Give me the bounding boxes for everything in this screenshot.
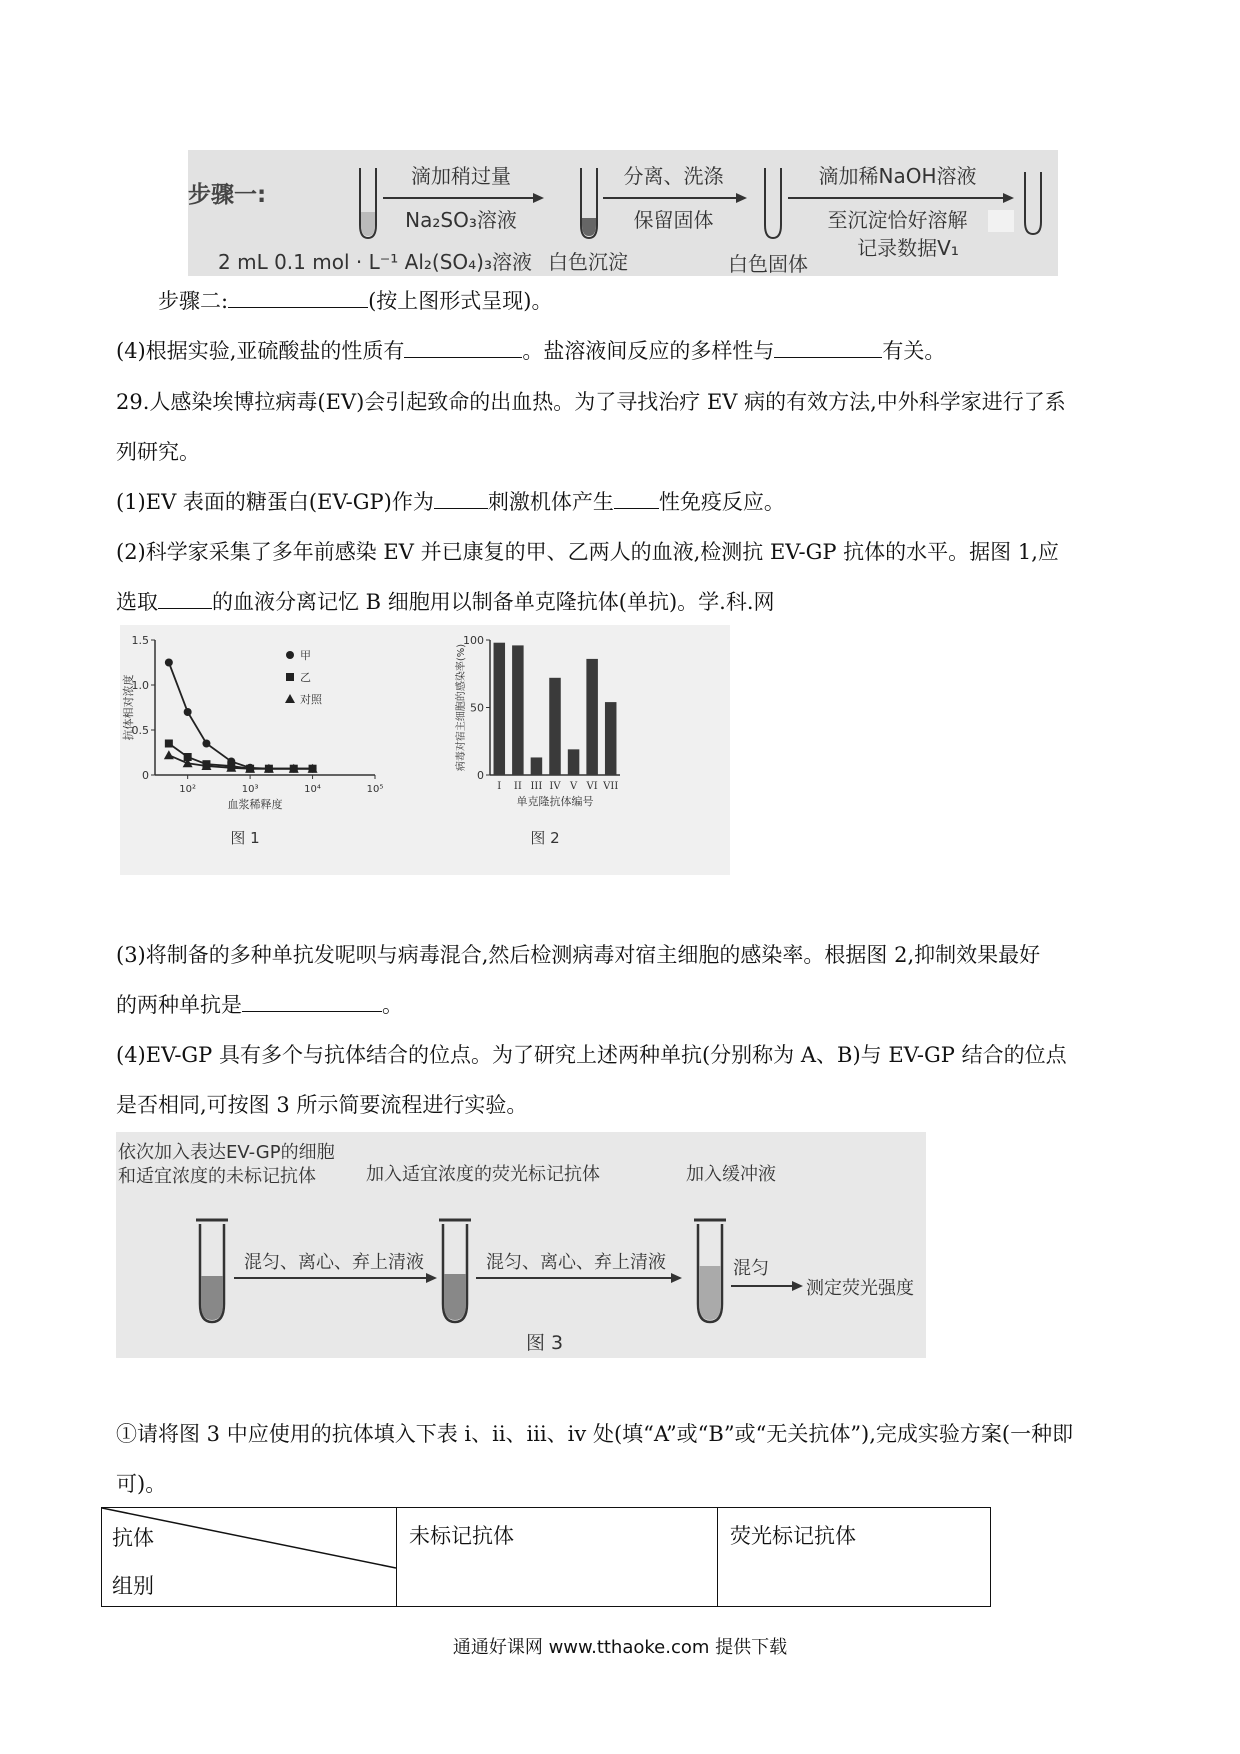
step2-prefix: 步骤二:	[158, 289, 229, 313]
fig2-y-axis-label: 病毒对宿主细胞的感染率(%)	[456, 643, 467, 772]
q2-text-b: 的血液分离记忆 B 细胞用以制备单克隆抗体(单抗)。学.科.网	[212, 590, 775, 614]
q2-blank[interactable]	[158, 588, 212, 609]
fig1-chart	[120, 625, 450, 875]
tube3-caption: 白色固体	[728, 252, 808, 276]
fig2-bar	[568, 749, 580, 775]
fig1-x-tick-label: 10²	[179, 784, 197, 795]
fig1-x-axis-label: 血浆稀释度	[227, 798, 283, 811]
fig2-bar	[549, 678, 561, 775]
fig2-bar	[494, 643, 506, 775]
fig1-y-tick-label: 1.5	[131, 634, 149, 647]
arrow1-bottom-text: Na₂SO₃溶液	[405, 208, 517, 232]
fig3-result-text: 测定荧光强度	[806, 1278, 914, 1299]
table-diag-bottom: 组别	[112, 1574, 154, 1598]
fig1-x-tick-label: 10⁴	[304, 784, 321, 795]
step2-line	[158, 286, 552, 316]
fig3-caption: 图 3	[526, 1332, 564, 1354]
table-diag-top: 抗体	[112, 1526, 154, 1550]
q4-text-b: 。盐溶液间反应的多样性与	[522, 339, 775, 363]
q1-line	[116, 487, 785, 517]
q2-text-a: 选取	[116, 590, 158, 614]
fig2-y-tick-label: 100	[463, 634, 484, 647]
q3-text-b: 。	[382, 993, 403, 1017]
fig3-label2: 加入适宜浓度的荧光标记抗体	[366, 1164, 600, 1185]
q4b-line1: (4)EV-GP 具有多个与抗体结合的位点。为了研究上述两种单抗(分别称为 A、B)与 EV-GP 结合的位点	[116, 1043, 1067, 1067]
tube2-caption: 白色沉淀	[548, 250, 628, 274]
fig2-chart	[450, 625, 720, 875]
fig3-arrow1-text: 混匀、离心、弃上清液	[244, 1252, 424, 1273]
fig2-y-tick-label: 50	[470, 701, 484, 715]
q4-text-c: 有关。	[882, 339, 946, 363]
fig2-y-tick-label: 0	[477, 769, 484, 782]
fig1-legend-marker	[286, 651, 294, 659]
fig1-data-point	[184, 708, 192, 716]
fig2-bar	[586, 659, 598, 775]
q3-text-a: 的两种单抗是	[116, 993, 242, 1017]
fig1-data-point	[165, 740, 173, 748]
fig1-legend-label: 甲	[300, 649, 311, 662]
page-footer: 通通好课网 www.tthaoke.com 提供下载	[452, 1637, 788, 1658]
fig2-bar	[605, 702, 617, 775]
table-col-labeled	[718, 1508, 991, 1607]
arrow1-top-text: 滴加稍过量	[411, 164, 511, 188]
step2-blank[interactable]	[228, 287, 368, 308]
q4-blank-1[interactable]	[404, 337, 522, 358]
fig2-x-tick-label: I	[497, 781, 502, 792]
q3-line1: (3)将制备的多种单抗发呢呗与病毒混合,然后检测病毒对宿主细胞的感染率。根据图 2,抑制效果最好	[116, 943, 1041, 967]
fig2-x-tick-label: III	[530, 781, 543, 792]
fig3-label1-line1: 依次加入表达EV-GP的细胞	[118, 1142, 335, 1163]
q1-text-c: 性免疫反应。	[658, 490, 785, 514]
arrow2-top-text: 分离、洗涤	[623, 164, 724, 188]
fig2-x-axis-label: 单克隆抗体编号	[516, 795, 594, 808]
fig2-x-tick-label: IV	[549, 781, 561, 792]
fig1-data-point	[202, 740, 210, 748]
q3-line2	[116, 990, 403, 1020]
figure-3	[116, 1132, 926, 1358]
arrow2-bottom-text: 保留固体	[633, 208, 714, 232]
q29-line2: 列研究。	[116, 440, 200, 464]
q4-line	[116, 336, 945, 366]
step1-figure	[188, 150, 1058, 276]
fig2-x-tick-label: VII	[603, 781, 619, 792]
q1-blank-2[interactable]	[614, 488, 659, 509]
q2-line2	[116, 587, 775, 617]
answer-table	[101, 1507, 991, 1607]
fig1-data-point	[165, 659, 173, 667]
table-header-diagonal-cell	[102, 1508, 397, 1607]
fig3-label1-line2: 和适宜浓度的未标记抗体	[118, 1166, 316, 1187]
fig2-x-tick-label: V	[569, 781, 578, 792]
fig1-y-axis-label: 抗体相对浓度	[122, 674, 135, 741]
q2-line1: (2)科学家采集了多年前感染 EV 并已康复的甲、乙两人的血液,检测抗 EV-GP 抗体的水平。据图 1,应	[116, 540, 1059, 564]
q1-text-b: 刺激机体产生	[487, 490, 614, 514]
step1-label: 步骤一:	[188, 182, 267, 208]
fig2-caption: 图 2	[530, 829, 560, 847]
table-col3-label: 荧光标记抗体	[730, 1524, 856, 1548]
fig2-bar	[512, 645, 524, 775]
arrow3-bottom-text: 至沉淀恰好溶解	[827, 208, 968, 232]
fig2-x-tick-label: VI	[586, 781, 598, 792]
q4b-line2: 是否相同,可按图 3 所示简要流程进行实验。	[116, 1093, 528, 1117]
fig1-x-tick-label: 10³	[241, 784, 259, 795]
q4-blank-2[interactable]	[774, 337, 882, 358]
fig1-y-tick-label: 0	[142, 769, 149, 782]
tube1-caption: 2 mL 0.1 mol · L⁻¹ Al₂(SO₄)₃溶液	[218, 250, 532, 274]
fig2-bar	[531, 757, 543, 775]
fig1-legend-marker	[286, 673, 294, 681]
fig2-x-tick-label: II	[513, 781, 522, 792]
arrow3-top-text: 滴加稀NaOH溶液	[818, 164, 977, 188]
fig1-legend-label: 乙	[300, 671, 311, 684]
table-col2-label: 未标记抗体	[409, 1524, 514, 1548]
q29-line1: 29.人感染埃博拉病毒(EV)会引起致命的出血热。为了寻找治疗 EV 病的有效方法,中外科学家进行了系	[116, 390, 1066, 414]
fig1-y-tick-label: 0.5	[131, 724, 149, 737]
fig1-x-tick-label: 10⁵	[366, 784, 384, 795]
fig1-data-point	[164, 750, 174, 759]
fig1-legend-marker	[285, 694, 295, 703]
fig1-caption: 图 1	[230, 829, 260, 847]
fig3-arrow3-text: 混匀	[733, 1258, 769, 1279]
fig1-y-tick-label: 1.0	[131, 679, 149, 692]
q1-text-a: (1)EV 表面的糖蛋白(EV-GP)作为	[116, 490, 434, 514]
fig1-legend-label: 对照	[300, 693, 322, 706]
q3-blank[interactable]	[242, 991, 382, 1012]
q1-blank-1[interactable]	[434, 488, 488, 509]
table-col-unlabeled	[397, 1508, 718, 1607]
fig3-label3: 加入缓冲液	[686, 1164, 776, 1185]
q-circle1-line1: ①请将图 3 中应使用的抗体填入下表 i、ii、iii、iv 处(填“A”或“B”或“无关抗体”),完成实验方案(一种即	[116, 1422, 1074, 1446]
arrow3-note-text: 记录数据V₁	[857, 236, 959, 260]
step2-suffix: (按上图形式呈现)。	[368, 289, 553, 313]
fig3-arrow2-text: 混匀、离心、弃上清液	[486, 1252, 666, 1273]
q4-text-a: (4)根据实验,亚硫酸盐的性质有	[116, 339, 405, 363]
figures-1-2	[120, 625, 730, 875]
q-circle1-line2: 可)。	[116, 1472, 167, 1496]
